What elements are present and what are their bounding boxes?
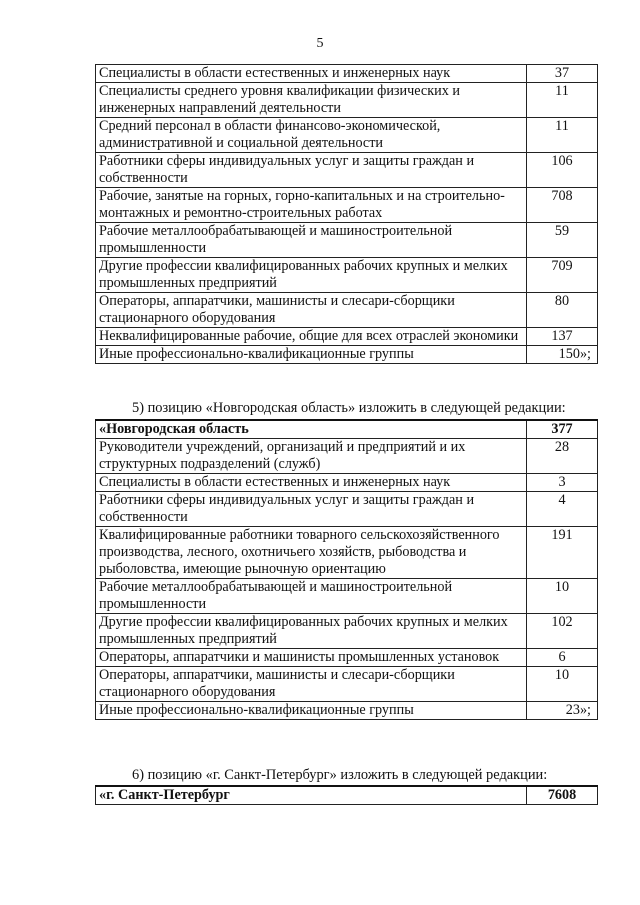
row-value: 708	[527, 188, 598, 223]
row-label: Рабочие металлообрабатывающей и машиностроительной промышленности	[96, 223, 527, 258]
row-value: 10	[527, 667, 598, 702]
row-label: Иные профессионально-квалификационные группы	[96, 702, 527, 720]
region-name: «Новгородская область	[96, 420, 527, 439]
row-value: 191	[527, 527, 598, 579]
table-row	[96, 492, 598, 527]
row-label: Средний персонал в области финансово-экономической, административной и социальной деятельности	[96, 118, 527, 153]
occupation-table-novgorod	[95, 419, 598, 720]
row-value: 10	[527, 579, 598, 614]
table-row	[96, 188, 598, 223]
row-label: Работники сферы индивидуальных услуг и защиты граждан и собственности	[96, 492, 527, 527]
table-row	[96, 667, 598, 702]
table-row	[96, 649, 598, 667]
row-value: 37	[527, 65, 598, 83]
row-label: Руководители учреждений, организаций и предприятий и их структурных подразделений (служб)	[96, 439, 527, 474]
row-value: 11	[527, 118, 598, 153]
table-row	[96, 328, 598, 346]
table-row	[96, 614, 598, 649]
row-label: Квалифицированные работники товарного сельскохозяйственного производства, лесного, охотничьего хозяйств, рыбоводства и рыболовства, имеющие рыночную ориентацию	[96, 527, 527, 579]
row-value: 137	[527, 328, 598, 346]
row-label: Специалисты среднего уровня квалификации физических и инженерных направлений деятельности	[96, 83, 527, 118]
table-row	[96, 153, 598, 188]
instruction-paragraph-5: 5) позицию «Новгородская область» изложить в следующей редакции:	[132, 400, 566, 416]
row-value: 102	[527, 614, 598, 649]
row-value: 150»;	[527, 346, 598, 364]
row-label: Операторы, аппаратчики и машинисты промышленных установок	[96, 649, 527, 667]
region-total: 7608	[527, 786, 598, 805]
row-value: 59	[527, 223, 598, 258]
row-label: Специалисты в области естественных и инженерных наук	[96, 474, 527, 492]
table-row	[96, 346, 598, 364]
row-label: Рабочие металлообрабатывающей и машиностроительной промышленности	[96, 579, 527, 614]
table-row	[96, 83, 598, 118]
table-row	[96, 579, 598, 614]
row-value: 106	[527, 153, 598, 188]
occupation-table-previous-region	[95, 64, 598, 364]
table-row	[96, 223, 598, 258]
row-label: Рабочие, занятые на горных, горно-капитальных и на строительно-монтажных и ремонтно-строительных работах	[96, 188, 527, 223]
row-value: 6	[527, 649, 598, 667]
row-label: Операторы, аппаратчики, машинисты и слесари-сборщики стационарного оборудования	[96, 293, 527, 328]
table-row	[96, 65, 598, 83]
table-row	[96, 293, 598, 328]
region-name: «г. Санкт-Петербург	[96, 786, 527, 805]
row-label: Специалисты в области естественных и инженерных наук	[96, 65, 527, 83]
region-total: 377	[527, 420, 598, 439]
row-label: Другие профессии квалифицированных рабочих крупных и мелких промышленных предприятий	[96, 258, 527, 293]
row-label: Другие профессии квалифицированных рабочих крупных и мелких промышленных предприятий	[96, 614, 527, 649]
row-label: Работники сферы индивидуальных услуг и защиты граждан и собственности	[96, 153, 527, 188]
row-label: Операторы, аппаратчики, машинисты и слесари-сборщики стационарного оборудования	[96, 667, 527, 702]
occupation-table-saint-petersburg	[95, 785, 598, 805]
table-row	[96, 439, 598, 474]
instruction-paragraph-6: 6) позицию «г. Санкт-Петербург» изложить в следующей редакции:	[132, 767, 548, 783]
row-label: Неквалифицированные рабочие, общие для всех отраслей экономики	[96, 328, 527, 346]
row-value: 4	[527, 492, 598, 527]
row-value: 23»;	[527, 702, 598, 720]
row-value: 3	[527, 474, 598, 492]
page-number: 5	[316, 36, 324, 51]
row-value: 709	[527, 258, 598, 293]
table-row	[96, 527, 598, 579]
table-row	[96, 474, 598, 492]
row-value: 11	[527, 83, 598, 118]
table-header-row	[96, 786, 598, 805]
table-row	[96, 258, 598, 293]
table-row	[96, 118, 598, 153]
row-value: 80	[527, 293, 598, 328]
row-value: 28	[527, 439, 598, 474]
row-label: Иные профессионально-квалификационные группы	[96, 346, 527, 364]
table-row	[96, 702, 598, 720]
table-header-row	[96, 420, 598, 439]
